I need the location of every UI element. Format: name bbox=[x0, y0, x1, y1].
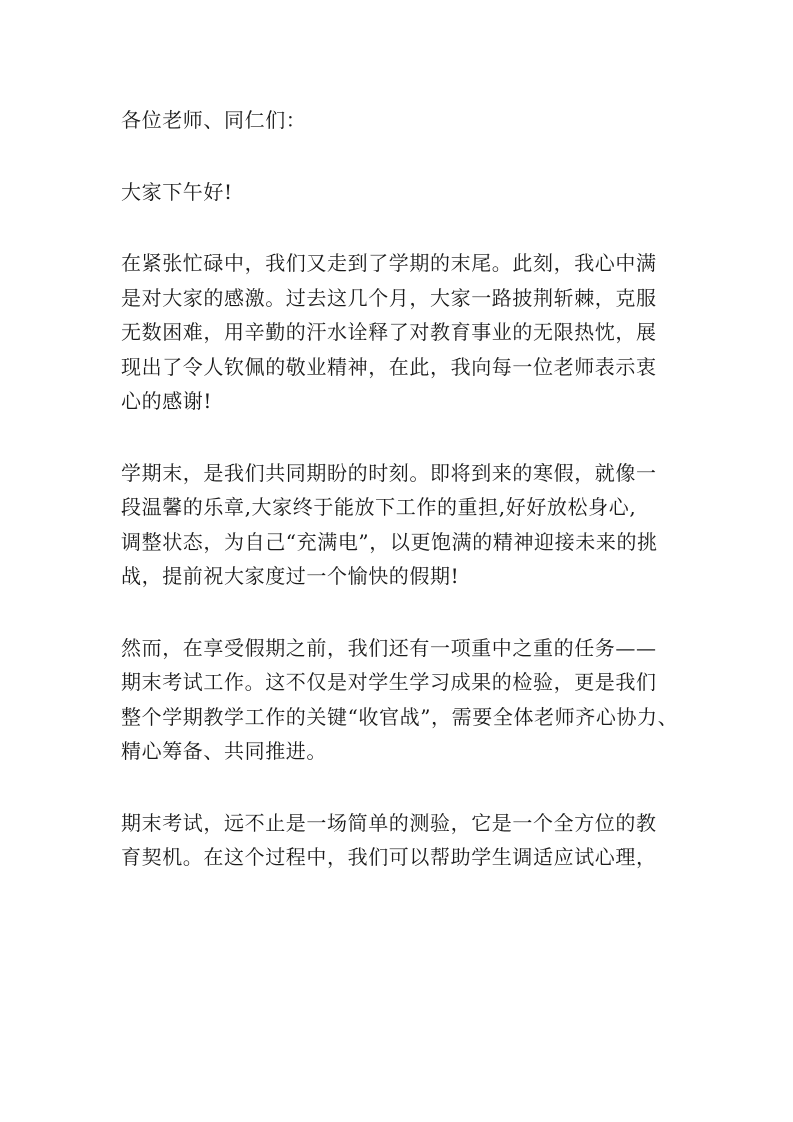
salutation-line: 各位老师、同仁们： bbox=[121, 108, 307, 132]
greeting bbox=[121, 175, 676, 210]
text-line: 期末考试，远不止是一场简单的测验，它是一个全方位的教 bbox=[121, 810, 657, 835]
text-line: 心的感谢! bbox=[121, 389, 213, 413]
text-line: 精心筹备、共同推进。 bbox=[121, 739, 327, 763]
paragraph-3 bbox=[121, 631, 679, 769]
text-line: 然而，在享受假期之前，我们还有一项重中之重的任务—— bbox=[121, 635, 657, 660]
paragraph-1 bbox=[121, 246, 676, 419]
greeting-line: 大家下午好! bbox=[121, 179, 233, 204]
text-line: 段温馨的乐章,大家终于能放下工作的重担,好好放松身心, bbox=[121, 495, 637, 519]
text-line: 期末考试工作。这不仅是对学生学习成果的检验，更是我们 bbox=[121, 670, 657, 694]
text-line: 在紧张忙碌中，我们又走到了学期的末尾。此刻，我心中满 bbox=[121, 251, 657, 275]
text-line: 育契机。在这个过程中，我们可以帮助学生调适应试心理， bbox=[121, 845, 657, 869]
text-line: 学期末，是我们共同期盼的时刻。即将到来的寒假，就像一 bbox=[121, 460, 657, 485]
document-body bbox=[121, 103, 679, 912]
text-line: 无数困难，用辛勤的汗水诠释了对教育事业的无限热忱，展 bbox=[121, 320, 657, 344]
text-line: 是对大家的感激。过去这几个月，大家一路披荆斩棘，克服 bbox=[121, 285, 657, 310]
paragraph-2 bbox=[121, 456, 676, 594]
text-line: 整个学期教学工作的关键“收官战”，需要全体老师齐心协力、 bbox=[121, 704, 679, 729]
text-line: 现出了令人钦佩的敬业精神，在此，我向每一位老师表示衷 bbox=[121, 354, 657, 379]
text-line: 调整状态，为自己“充满电”，以更饱满的精神迎接未来的挑 bbox=[121, 529, 658, 554]
salutation bbox=[121, 103, 676, 138]
paragraph-4 bbox=[121, 806, 676, 875]
text-line: 战，提前祝大家度过一个愉快的假期! bbox=[121, 564, 460, 588]
